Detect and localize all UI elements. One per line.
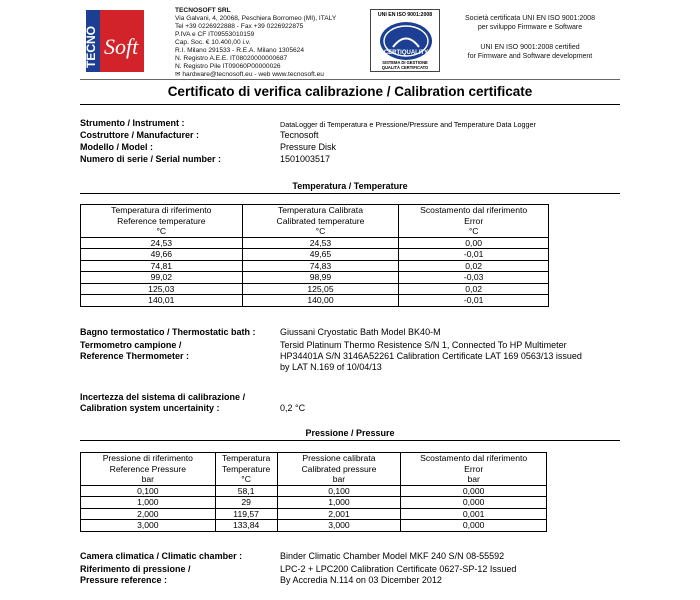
serial-value: 1501003517 <box>280 154 331 164</box>
tecnosoft-logo <box>86 10 144 72</box>
company-contact: ✉ hardware@tecnosoft.eu - web www.tecnosoft.eu <box>175 71 324 78</box>
svg-text:Soft: Soft <box>104 34 139 59</box>
certiquality-badge <box>370 9 440 72</box>
certiquality-seal-icon <box>379 21 433 61</box>
company-pile: N. Registro Pile IT09060P00000026 <box>175 63 281 70</box>
table-row: 1,000 29 1,000 0,000 <box>81 497 547 509</box>
climatic-value: Binder Climatic Chamber Model MKF 240 S/N 08-55592 <box>280 551 505 561</box>
certification-text <box>455 14 605 72</box>
temp-ref-header: Temperatura di riferimento Reference temperature °C <box>81 205 243 238</box>
uncertainty-value: 0,2 °C <box>280 403 306 413</box>
svg-text:TECNO: TECNO <box>84 26 98 68</box>
pressure-ref-value: LPC-2 + LPC200 Calibration Certificate 0627-SP-12 Issued By Accredia N.114 on 03 Dicember 2012 <box>280 564 517 585</box>
cert-en-line-1: UNI EN ISO 9001:2008 certified <box>480 44 580 51</box>
bath-value: Giussani Cryostatic Bath Model BK40-M <box>280 327 441 337</box>
instrument-label: Strumento / Instrument : <box>80 118 185 128</box>
uncertainty-label: Incertezza del sistema di calibrazione / Calibration system uncertainity : <box>80 392 246 413</box>
bath-label: Bagno termostatico / Thermostatic bath : <box>80 327 256 337</box>
serial-label: Numero di serie / Serial number : <box>80 154 222 164</box>
manufacturer-value: Tecnosoft <box>280 130 319 140</box>
svg-text:CERTIQUALITY: CERTIQUALITY <box>383 50 429 56</box>
instrument-value: DataLogger di Temperatura e Pressione/Pressure and Temperature Data Logger <box>280 120 536 129</box>
badge-top-text: UNI EN ISO 9001:2008 <box>377 12 433 18</box>
table-row: 24,53 24,53 0,00 <box>81 237 549 249</box>
cert-it-line-2: per sviluppo Firmware e Software <box>477 24 583 31</box>
table-row: 49,66 49,65 -0,01 <box>81 249 549 261</box>
mail-icon: ✉ <box>175 71 181 78</box>
table-row: 0,100 58,1 0,100 0,000 <box>81 485 547 497</box>
company-address: Via Galvani, 4, 20068, Peschiera Borromeo (MI), ITALY <box>175 15 337 22</box>
company-phone: Tel +39 0226922888 - Fax +39 0226922875 <box>175 23 304 30</box>
ref-thermometer-label: Termometro campione / Reference Thermometer : <box>80 340 190 361</box>
model-label: Modello / Model : <box>80 142 153 152</box>
pressure-header-row <box>81 453 547 486</box>
header-divider <box>80 79 620 80</box>
temp-cal-header: Temperatura Calibrata Calibrated temperature °C <box>242 205 399 238</box>
temp-error-header: Scostamento dal riferimento Error °C <box>399 205 549 238</box>
press-cal-header: Pressione calibrata Calibrated pressure bar <box>277 453 401 486</box>
table-row: 99,02 98,99 -0,03 <box>81 272 549 284</box>
pressure-section-title: Pressione / Pressure <box>305 428 395 438</box>
temperature-section-divider <box>80 193 620 194</box>
pressure-table <box>80 452 547 532</box>
table-row: 3,000 133,84 3,000 0,000 <box>81 520 547 532</box>
press-error-header: Scostamento dal riferimento Error bar <box>401 453 547 486</box>
table-row: 2,000 119,57 2,001 0,001 <box>81 508 547 520</box>
temperature-section-title: Temperatura / Temperature <box>292 181 408 191</box>
company-ri: R.I. Milano 291533 - R.E.A. Milano 1305624 <box>175 47 305 54</box>
company-vat: P.IVA e CF IT09553010159 <box>175 31 255 38</box>
press-ref-header: Pressione di riferimento Reference Pressure bar <box>81 453 216 486</box>
company-capital: Cap. Soc. € 10.400,00 i.v. <box>175 39 251 46</box>
cert-en-line-2: for Firmware and Software development <box>467 53 593 60</box>
pressure-section-divider <box>80 440 620 441</box>
ref-thermometer-value: Tersid Platinum Thermo Resistence S/N 1, Connected To HP Multimeter HP34401A S/N 3146A52261 Calibration Certificate LAT 169 0563/13 issued by LAT N.169 of 10/04/13 <box>280 340 582 372</box>
press-temp-header: Temperatura Temperature °C <box>215 453 277 486</box>
title-divider <box>80 104 620 105</box>
climatic-label: Camera climatica / Climatic chamber : <box>80 551 243 561</box>
temperature-table <box>80 204 549 307</box>
table-row: 125,03 125,05 0,02 <box>81 283 549 295</box>
table-row: 74,81 74,83 0,02 <box>81 260 549 272</box>
company-info <box>175 7 336 79</box>
company-name: TECNOSOFT SRL <box>175 7 231 14</box>
cert-it-line-1: Società certificata UNI EN ISO 9001:2008 <box>465 15 595 22</box>
badge-bottom-text: SISTEMA DI GESTIONE QUALITÀ CERTIFICATO <box>381 60 429 70</box>
pressure-ref-label: Riferimento di pressione / Pressure reference : <box>80 564 191 585</box>
temperature-header-row <box>81 205 549 238</box>
table-row: 140,01 140,00 -0,01 <box>81 295 549 307</box>
manufacturer-label: Costruttore / Manufacturer : <box>80 130 200 140</box>
model-value: Pressure Disk <box>280 142 337 152</box>
company-aee: N. Registro A.E.E. IT08020000000687 <box>175 55 288 62</box>
document-title: Certificato di verifica calibrazione / Calibration certificate <box>167 84 533 99</box>
